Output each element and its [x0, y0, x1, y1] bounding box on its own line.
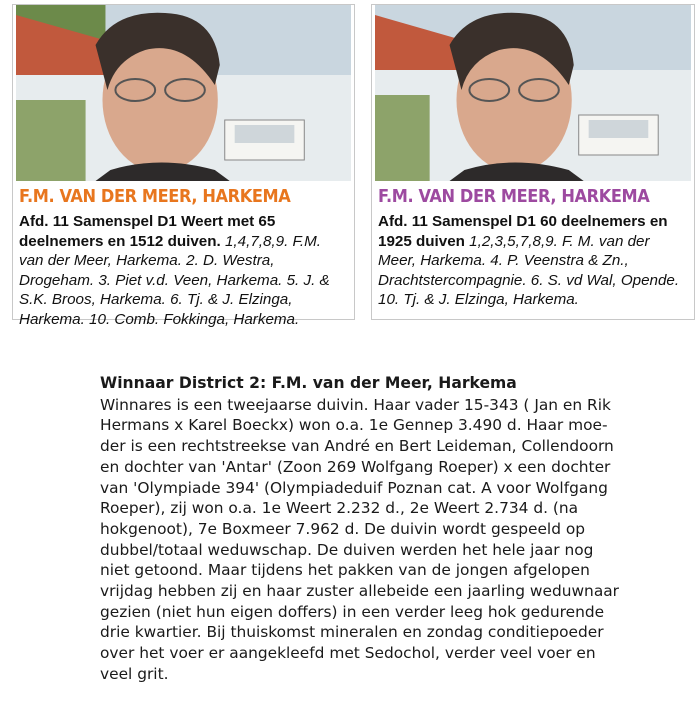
result-caption — [19, 212, 348, 330]
article-body: Winnares is een tweejaarse duivin. Haar vader 15-343 ( Jan en Rik Hermans x Karel Boeckx) won o.a. 1e Gennep 3.490 d. Haar moe- der is een rechtstreekse van André en Bert Leideman, Collendoorn en dochter van 'Antar' (Zoon 269 Wolfgang Roeper) x een dochter van 'Olympiade 394' (Olympiadeduif Poznan cat. A voor Wolfgang Roeper), zij won o.a. 1e Weert 2.232 d., 2e Weert 2.734 d. (na hokgenoot), 7e Boxmeer 7.962 d. De duivin wordt gespeeld op dubbel/totaal weduwschap. De duiven werden het hele jaar nog niet getoond. Maar tijdens het pakken van de jongen afgelopen vrijdag hebben zij en haar zuster allebeide een jaarling weduwnaar gezien (niet hun eigen doffers) in een verder leeg hok gedurende drie kwartier. Bij thuiskomst mineralen en zondag conditiepoeder over het voer er aangekleefd met Sedochol, verder veel voer en veel grit. — [100, 395, 620, 683]
caption-results-text: 1,2,3,5,7,8,9. F. M. van der Meer, Harkema. 4. P. Veenstra & Zn., Drachtstercompagnie. 6. S. vd Wal, Opende. 10. Tj. & J. Elzinga, Harkema. — [378, 232, 680, 309]
portrait-photo — [375, 5, 691, 181]
district-winner-article — [100, 373, 685, 685]
clipping-right — [371, 4, 695, 320]
caption-bold-text: Afd. 11 Samenspel D1 Weert met 65 deelnemers en 1512 duiven. — [19, 213, 276, 250]
result-caption — [378, 212, 688, 310]
clipping-left — [12, 4, 355, 328]
person-name-heading: F.M. VAN DER MEER, HARKEMA — [19, 186, 291, 207]
caption-bold-text: Afd. 11 Samenspel D1 60 deelnemers en 1925 duiven — [378, 213, 668, 250]
portrait-photo — [16, 5, 351, 181]
caption-results-text: 1,4,7,8,9. F.M. van der Meer, Harkema. 2. D. Westra, Drogeham. 3. Piet v.d. Veen, Harkema. 5. J. & S.K. Broos, Harkema. 6. Tj. & J. Elzinga, Harkema. 10. Comb. Fokkinga, Harkema. — [19, 232, 330, 328]
article-title: Winnaar District 2: F.M. van der Meer, Harkema — [100, 374, 517, 392]
person-name-heading: F.M. VAN DER MEER, HARKEMA — [378, 186, 650, 207]
